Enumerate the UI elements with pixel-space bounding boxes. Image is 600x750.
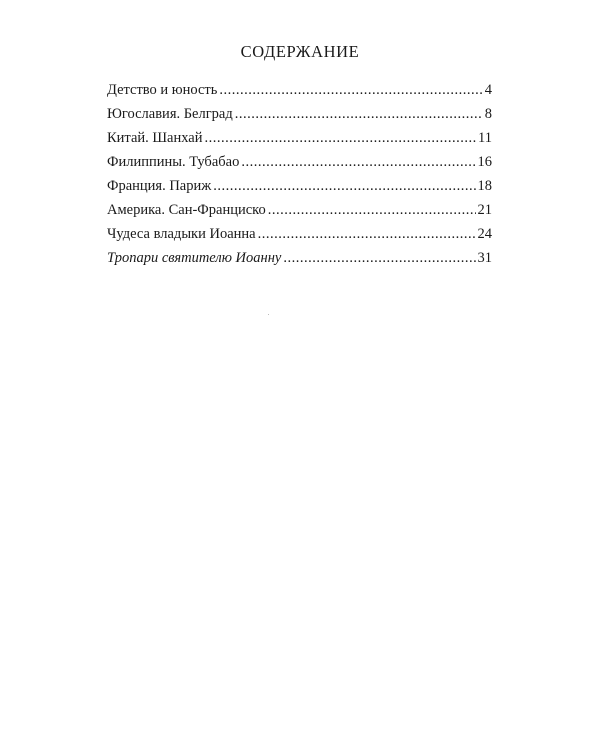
dot-leader xyxy=(213,174,475,198)
dot-leader xyxy=(204,126,476,150)
dot-leader xyxy=(235,102,483,126)
toc-title: СОДЕРЖАНИЕ xyxy=(240,42,360,61)
toc-entry-page: 4 xyxy=(484,82,492,98)
toc-entry-page: 11 xyxy=(478,130,492,146)
toc-entry-title: Китай. Шанхай xyxy=(107,130,203,146)
toc-entry-page: 8 xyxy=(484,106,492,122)
toc-entry-page: 16 xyxy=(477,154,492,170)
dot-leader xyxy=(283,246,475,270)
toc-entry-title: Франция. Париж xyxy=(107,178,212,194)
toc-entry xyxy=(107,198,492,222)
dot-leader xyxy=(241,150,475,174)
toc-entry xyxy=(107,102,492,126)
toc-entry-title: Чудеса владыки Иоанна xyxy=(107,226,256,242)
dot-leader xyxy=(268,198,476,222)
dot-leader xyxy=(258,222,476,246)
toc-entry-page: 31 xyxy=(477,250,492,266)
toc-entry-page: 24 xyxy=(477,226,492,242)
toc-entry xyxy=(107,150,492,174)
toc-entry xyxy=(107,222,492,246)
toc-entry-title: Филиппины. Тубабао xyxy=(107,154,240,170)
toc-entry-page: 18 xyxy=(477,178,492,194)
toc-entry-title: Югославия. Белград xyxy=(107,106,233,122)
toc-entry xyxy=(107,174,492,198)
dot-leader xyxy=(219,78,482,102)
toc-list xyxy=(107,78,492,270)
paper-speck xyxy=(268,314,269,315)
toc-entry-page: 21 xyxy=(477,202,492,218)
toc-entry xyxy=(107,246,492,270)
toc-entry-title: Детство и юность xyxy=(107,82,218,98)
toc-entry-title: Тропари святителю Иоанну xyxy=(107,250,282,266)
toc-entry xyxy=(107,126,492,150)
toc-entry-title: Америка. Сан-Франциско xyxy=(107,202,266,218)
toc-entry xyxy=(107,78,492,102)
